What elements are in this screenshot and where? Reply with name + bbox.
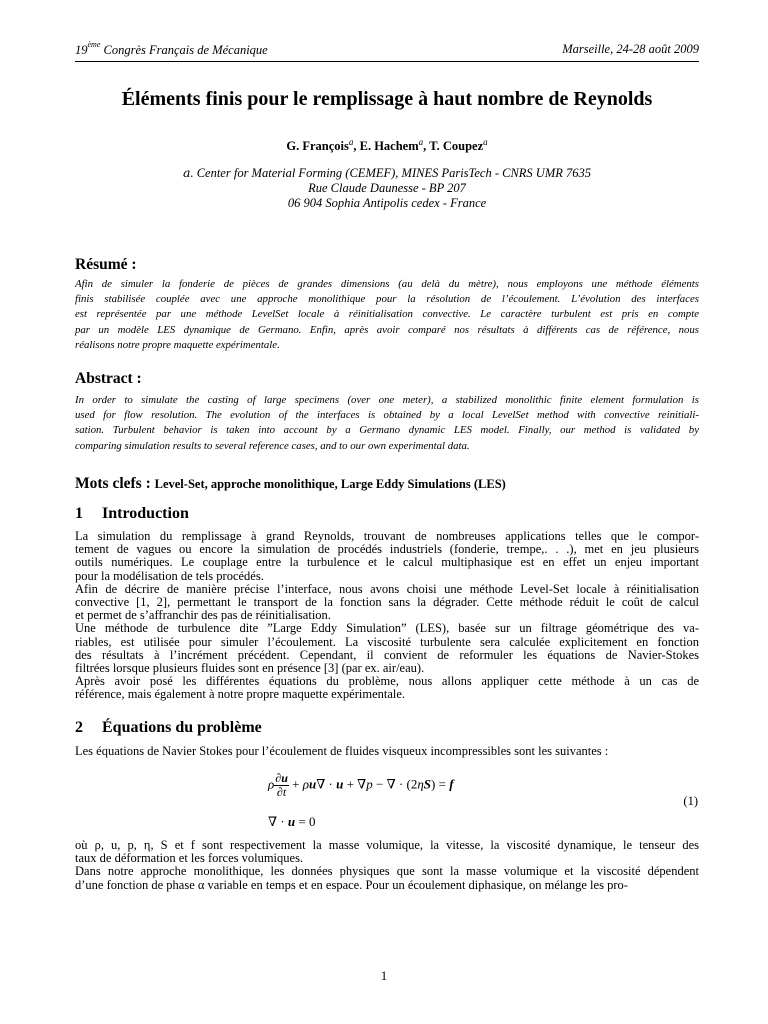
abstract-text bbox=[75, 393, 699, 454]
resume-line: est représentée par une méthode LevelSet locale à réinitialisation convective. Le caractère turbulent est pris en compte bbox=[75, 308, 699, 321]
keywords-text: Level-Set, approche monolithique, Large Eddy Simulations (LES) bbox=[154, 477, 506, 491]
section-title: Introduction bbox=[102, 505, 189, 522]
paragraph-line: Dans notre approche monolithique, les données physiques que sont la masse volumique et la viscosité dépendent bbox=[75, 864, 699, 879]
paragraph-line: pour la modélisation de tels procédés. bbox=[75, 568, 264, 583]
affiliation-line-2: Rue Claude Daunesse - BP 207 bbox=[308, 181, 466, 195]
abstract-line: sation. Turbulent behavior is taken into account by a Germano dynamic LES model. Finally, our method is validated by bbox=[75, 424, 699, 437]
running-header bbox=[75, 42, 699, 60]
paragraph-line: tement de vagues ou encore la simulation de procédés industriels (fonderie, trempe,. . .), met en jeu plusieurs bbox=[75, 542, 699, 557]
paragraph-line: des résultats à l’incrément précédent. Cependant, il convient de reformuler les équations de Navier-Stokes bbox=[75, 647, 699, 662]
momentum-equation: ρ $\frac{\partial u}{\partial t}$ + ρu∇ · u + ∇p − ∇ · (2ηS) = f bbox=[268, 771, 454, 799]
paragraph-line: outils numériques. Le couplage entre la turbulence et le calcul multiphasique est en effet un enjeu important bbox=[75, 555, 699, 570]
abstract-line: used for flow resolution. The evolution of the interfaces is obtained by a local LevelSet method with convective reinitiali- bbox=[75, 409, 699, 422]
conference-location-date: Marseille, 24-28 août 2009 bbox=[562, 42, 699, 56]
variables-description bbox=[75, 839, 699, 892]
keywords bbox=[75, 475, 506, 493]
header-rule bbox=[75, 61, 699, 62]
paragraph-line: référence, mais également à notre propre maquette expérimentale. bbox=[75, 687, 406, 702]
equations-intro: Les équations de Navier Stokes pour l’écoulement de fluides visqueux incompressibles sont les suivantes : bbox=[75, 744, 609, 758]
continuity-equation: ∇ · u = 0 bbox=[268, 814, 316, 829]
paragraph-line: Une méthode de turbulence dite ”Large Eddy Simulation” (LES), basée sur un filtrage géométrique des va- bbox=[75, 621, 699, 636]
section-number: 1 bbox=[75, 505, 83, 522]
paragraph-line: La simulation du remplissage à grand Reynolds, trouvant de nombreuses applications telles que le compor- bbox=[75, 529, 699, 543]
conference-name: 19ème Congrès Français de Mécanique bbox=[75, 40, 268, 58]
time-derivative: $\frac{\partial u}{\partial t}$ bbox=[275, 771, 288, 799]
introduction-text bbox=[75, 530, 699, 702]
abstract-line: In order to simulate the casting of large specimens (over one meter), a stabilized monolithic finite element formulation is bbox=[75, 394, 699, 406]
resume-line: finis stabilisée couplée avec une approche monolithique pour la résolution de l’écoulement. L’évolution des interfaces bbox=[75, 293, 699, 306]
resume-heading: Résumé : bbox=[75, 256, 137, 273]
resume-line: Afin de simuler la fonderie de pièces de grandes dimensions (au delà du mètre), nous employons une méthode éléments bbox=[75, 278, 699, 290]
section-1-heading bbox=[75, 505, 189, 523]
equation-number: (1) bbox=[683, 794, 698, 808]
abstract-line: comparing simulation results to several reference cases, and to our own experimental data. bbox=[75, 439, 470, 452]
paragraph-line: riables, est utilisée pour simuler l’écoulement. La viscosité turbulente sera calculée explicitement en fonction bbox=[75, 634, 699, 649]
author: G. François$^a$ bbox=[286, 137, 354, 154]
author-list: G. François$^a$, E. Hachem$^a$, T. Coupez$^a$ bbox=[286, 137, 488, 154]
abstract-heading: Abstract : bbox=[75, 370, 142, 387]
resume-line: réalisons notre propre maquette expérimentale. bbox=[75, 338, 280, 351]
section-title: Équations du problème bbox=[102, 719, 262, 736]
page-number: 1 bbox=[380, 969, 388, 983]
resume-line: par un modèle LES dynamique de Germano. Enfin, après avoir comparé nos résultats à différents cas de référence, nous bbox=[75, 323, 699, 336]
author: T. Coupez$^a$ bbox=[429, 137, 488, 154]
paragraph-line: d’une fonction de phase α variable en temps et en espace. Pour un écoulement diphasique, on mélange les pro- bbox=[75, 877, 628, 892]
keywords-label: Mots clefs : bbox=[75, 475, 155, 492]
section-2-heading bbox=[75, 719, 262, 737]
paper-title: Éléments finis pour le remplissage à haut nombre de Reynolds bbox=[121, 88, 653, 110]
section-number: 2 bbox=[75, 719, 83, 736]
author: E. Hachem$^a$ bbox=[359, 137, 424, 154]
paragraph-line: et permet de s’affranchir des pas de réinitialisation. bbox=[75, 608, 331, 623]
affiliation-line-3: 06 904 Sophia Antipolis cedex - France bbox=[287, 196, 487, 210]
paragraph-line: filtrées lorsque plusieurs fluides sont en présence [3] (par ex. air/eau). bbox=[75, 661, 425, 676]
paragraph-line: taux de déformation et les forces volumiques. bbox=[75, 851, 304, 866]
affiliation-line-1: a. Center for Material Forming (CEMEF), MINES ParisTech - CNRS UMR 7635 bbox=[183, 165, 591, 180]
paragraph-line: Après avoir posé les différentes équations du problème, nous allons appliquer cette méthode à un cas de bbox=[75, 674, 699, 689]
affiliation bbox=[75, 165, 699, 211]
resume-text bbox=[75, 277, 699, 353]
paragraph-line: Afin de décrire de manière précise l’interface, nous avons choisi une méthode Level-Set locale à réinitialisation bbox=[75, 581, 699, 596]
paragraph-line: convective [1, 2], permettant le transport de la fonction sans la dégrader. Cette méthode réduit le coût de calcul bbox=[75, 595, 699, 610]
paragraph-line: où ρ, u, p, η, S et f sont respectivement la masse volumique, la vitesse, la viscosité dynamique, le tenseur des bbox=[75, 838, 699, 852]
